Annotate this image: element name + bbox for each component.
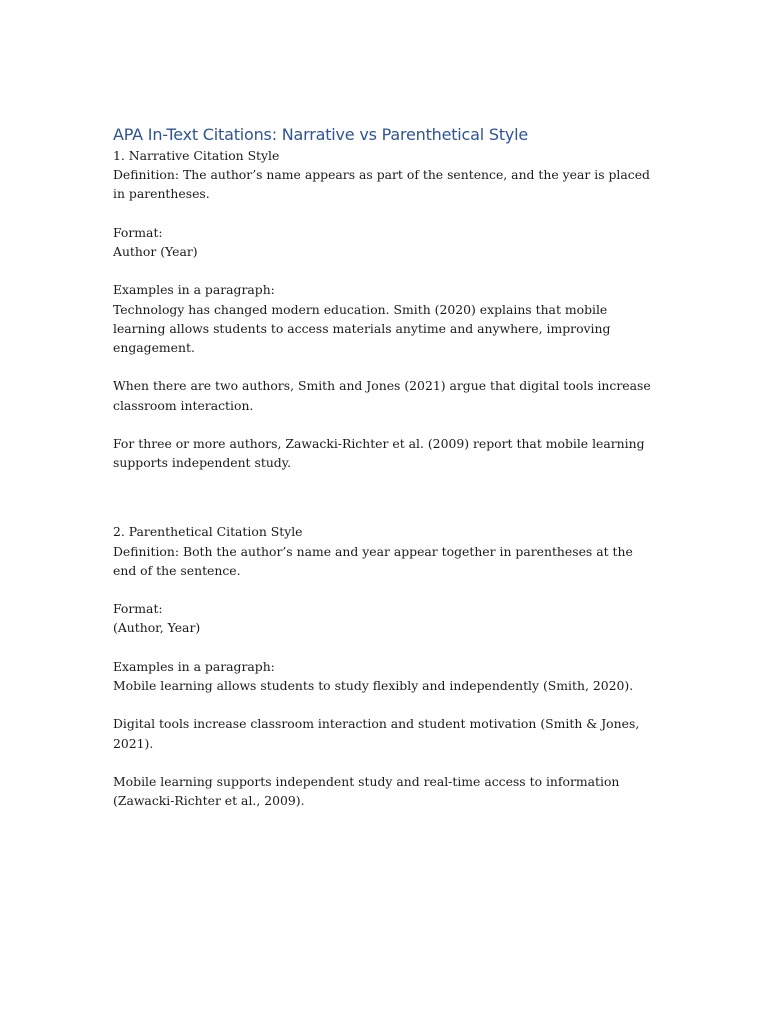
- section-narrative: [113, 146, 658, 472]
- spacer: [113, 261, 658, 280]
- spacer: [113, 695, 658, 714]
- document-title: APA In-Text Citations: Narrative vs Parenthetical Style: [113, 125, 529, 144]
- example-paragraph: For three or more authors, Zawacki-Richter et al. (2009) report that mobile learning supports independent study.: [113, 435, 649, 471]
- format-value: (Author, Year): [113, 620, 201, 636]
- spacer: [113, 357, 658, 376]
- spacer: [113, 415, 658, 434]
- format-label: Format:: [113, 601, 163, 617]
- spacer: [113, 753, 658, 772]
- section-heading: 2. Parenthetical Citation Style: [113, 524, 303, 540]
- example-paragraph: Mobile learning allows students to study flexibly and independently (Smith, 2020).: [113, 677, 634, 693]
- example-paragraph: Digital tools increase classroom interaction and student motivation (Smith & Jones, 2021).: [113, 716, 644, 751]
- document-page: [113, 124, 658, 810]
- format-value: Author (Year): [113, 244, 198, 259]
- spacer: [113, 580, 658, 599]
- example-paragraph: Technology has changed modern education. Smith (2020) explains that mobile learning allows students to access materials anytime and anywhere, improving engagement.: [113, 301, 615, 355]
- section-parenthetical: [113, 522, 658, 810]
- format-label: Format:: [113, 224, 163, 240]
- example-paragraph: When there are two authors, Smith and Jones (2021) argue that digital tools increase classroom interaction.: [113, 378, 655, 413]
- definition-text: Definition: Both the author’s name and year appear together in parentheses at the end of the sentence.: [113, 543, 637, 578]
- spacer: [113, 204, 658, 223]
- spacer: [113, 638, 658, 657]
- examples-label: Examples in a paragraph:: [113, 282, 275, 298]
- examples-label: Examples in a paragraph:: [113, 658, 275, 674]
- example-paragraph: Mobile learning supports independent study and real-time access to information (Zawacki-Richter et al., 2009).: [113, 773, 624, 809]
- definition-text: Definition: The author’s name appears as part of the sentence, and the year is placed in parentheses.: [113, 167, 654, 202]
- section-spacer: [113, 472, 658, 522]
- section-heading: 1. Narrative Citation Style: [113, 148, 280, 163]
